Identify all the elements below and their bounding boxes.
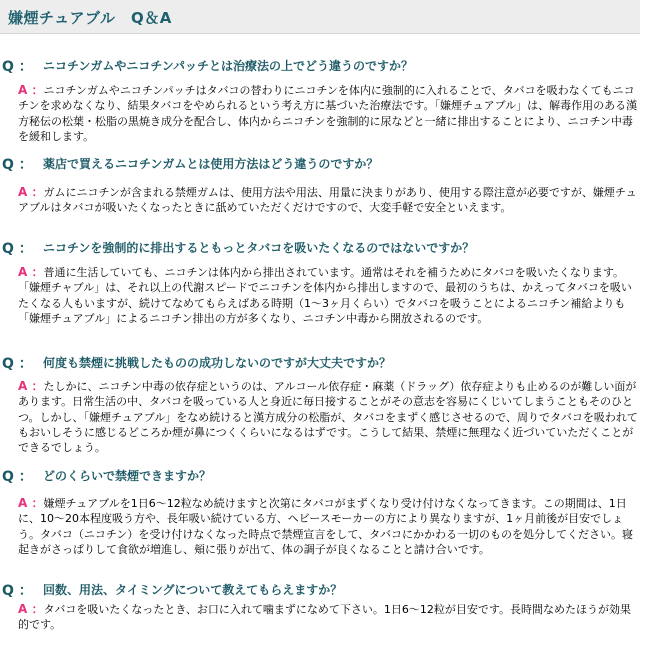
question-text: ニコチンを強制的に排出するともっとタバコを吸いたくなるのではないですか？	[43, 241, 475, 255]
qa-item	[0, 152, 650, 216]
question-marker: Q ：	[2, 583, 33, 599]
answer-marker: A ：	[18, 602, 44, 616]
answer-text: タバコを吸いたくなったとき、お口に入れて噛まずになめて下さい。1日6〜12粒が目安です。長時間なめたほうが効果的です。	[18, 603, 632, 632]
question-text: ニコチンガムやニコチンパッチとは治療法の上でどう違うのですか？	[43, 59, 413, 73]
answer-marker: A ：	[18, 379, 44, 393]
question-row	[0, 351, 650, 371]
answer-marker: A ：	[18, 83, 44, 97]
answer	[18, 379, 638, 455]
question-marker: Q ：	[2, 241, 33, 257]
answer-marker: A ：	[18, 265, 44, 279]
answer-marker: A ：	[18, 185, 44, 199]
question-text: 薬店で買えるニコチンガムとは使用方法はどう違うのですか？	[43, 157, 379, 171]
answer-text: 嫌煙チュアブルを1日6〜12粒なめ続けますと次第にタバコがまずくなり受け付けなくなってきます。この期間は、1日に、10〜20本程度吸う方や、長年吸い続けている方、ヘビースモーカーの方により異なりますが、1ヶ月前後が目安でしょう。タバコ（ニコチン）を受け付けなくなった時点で禁煙宣言をして、タバコにかかわる一切のものを処分してください。寝起きがさっぱりして食欲が増進し、頬に張りが出て、体の調子が良くなることと請け合いです。	[18, 497, 634, 556]
answer-text: たしかに、ニコチン中毒の依存症というのは、アルコール依存症・麻薬（ドラッグ）依存症よりも止めるのが難しい面があります。日常生活の中、タバコを吸っている人と身近に毎日接することがその意志を容易にくじいてしまうこともそのひとつ。しかし、「嫌煙チュアブル」をなめ続けると漢方成分の松脂が、タバコをまずく感じさせるので、周りでタバコを吸われてもおいしそうに感じるどころか煙が鼻につくくらいになるはずです。こうして結果、禁煙に無理なく近づいていただくことができるでしょう。	[18, 380, 638, 455]
question-marker: Q ：	[2, 469, 33, 485]
question-row	[0, 236, 650, 256]
answer-text: ニコチンガムやニコチンパッチはタバコの替わりにニコチンを体内に強制的に入れることで、タバコを吸わなくてもニコチンを求めなくなり、結果タバコをやめられるという考え方に基づいた治療法です。「嫌煙チュアブル」は、解毒作用のある漢方秘伝の松葉・松脂の黒焼き成分を配合し、体内からニコチンを強制的に尿などと一緒に排出することにより、ニコチン中毒を緩和します。	[18, 84, 638, 143]
answer	[18, 602, 638, 633]
question-marker: Q ：	[2, 59, 33, 75]
question-text: どのくらいで禁煙できますか？	[43, 469, 212, 483]
answer	[18, 496, 638, 557]
page-title: 嫌煙チュアブル Q＆A	[8, 9, 172, 27]
qa-item	[0, 464, 650, 557]
answer	[18, 185, 638, 216]
qa-item	[0, 54, 650, 144]
question-marker: Q ：	[2, 157, 33, 173]
qa-item	[0, 578, 650, 633]
question-row	[0, 464, 650, 484]
answer	[18, 83, 638, 144]
question-marker: Q ：	[2, 356, 33, 372]
page-header	[0, 0, 640, 34]
question-text: 何度も禁煙に挑戦したものの成功しないのですが大丈夫ですか？	[43, 356, 392, 370]
answer-text: 普通に生活していても、ニコチンは体内から排出されています。通常はそれを補うためにタバコを吸いたくなります。「嫌煙チャブル」は、それ以上の代謝スピードでニコチンを体内から排出しますので、最初のうちは、かえってタバコを吸いたくなる人もいますが、続けてなめてもらえばある時期（1〜3ヶ月くらい）でタバコを吸うことによるニコチン補給よりも「嫌煙チュアブル」によるニコチン排出の方が多くなり、ニコチン中毒から開放されるのです。	[18, 266, 632, 325]
question-row	[0, 578, 650, 598]
question-text: 回数、用法、タイミングについて教えてもらえますか？	[43, 583, 343, 597]
answer	[18, 265, 638, 326]
question-row	[0, 152, 650, 172]
qa-item	[0, 351, 650, 455]
answer-text: ガムにニコチンが含まれる禁煙ガムは、使用方法や用法、用量に決まりがあり、使用する際注意が必要ですが、嫌煙チュアブルはタバコが吸いたくなったときに舐めていただくだけですので、大変手軽で安全といえます。	[18, 186, 637, 215]
answer-marker: A ：	[18, 496, 44, 510]
question-row	[0, 54, 650, 74]
qa-item	[0, 236, 650, 326]
